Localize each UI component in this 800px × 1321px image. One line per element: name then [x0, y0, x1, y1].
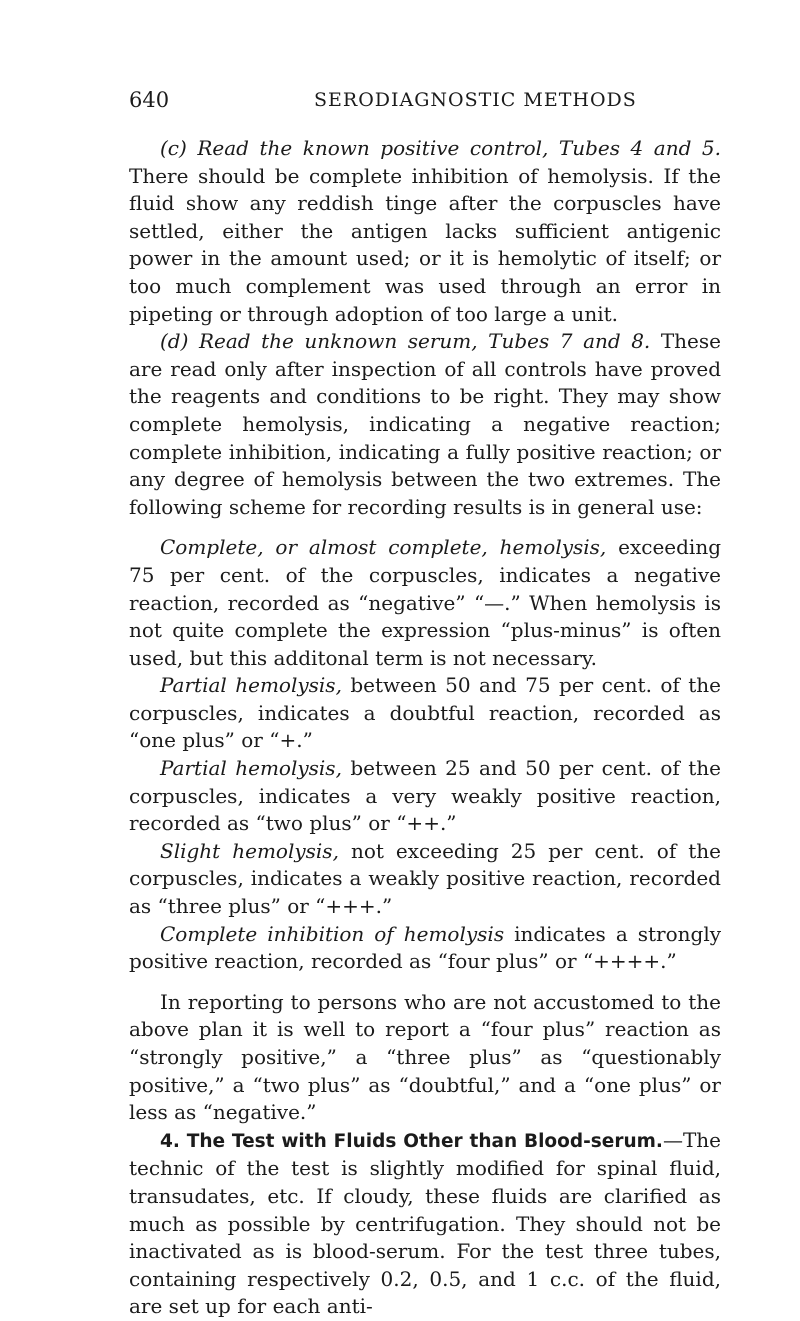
paragraph-c — [129, 135, 721, 328]
paragraph-text: between 50 and 75 per cent. of the corpuscles, indicates a doubtful reaction, recorded as “one plus” or “+.” — [129, 673, 721, 753]
paragraph-text: In reporting to persons who are not accustomed to the above plan it is well to report a “four plus” reaction as “strongly positive,” a “three plus” as “questionably positive,” a “two plus” as “doubtful,” and a “one plus” or less as “negative.” — [129, 989, 721, 1125]
paragraph-text: between 25 and 50 per cent. of the corpuscles, indicates a very weakly positive reaction, recorded as “two plus” or “++.” — [129, 756, 721, 836]
scheme-negative — [129, 534, 721, 672]
paragraph-label: (c) Read the known positive control, Tubes 4 and 5. — [160, 136, 721, 160]
paragraph-label: Slight hemolysis, — [160, 838, 339, 863]
paragraph-label: Complete, or almost complete, hemolysis, — [160, 535, 607, 560]
paragraph-text: indicates a strongly positive reaction, recorded as “four plus” or “++++.” — [129, 921, 722, 974]
paragraph-label: Partial hemolysis, — [160, 756, 342, 781]
paragraph-text: exceeding 75 per cent. of the corpuscles, indicates a negative reaction, recorded as “negative” “—.” When hemolysis is not quite complete the expression “plus-minus” is often used, but this additonal term is not necessary. — [129, 535, 721, 670]
reporting-paragraph — [129, 989, 721, 1127]
paragraph-d — [129, 328, 721, 521]
body-text — [129, 135, 721, 1321]
paragraph-label: Complete inhibition of hemolysis — [160, 921, 505, 946]
page-header — [129, 88, 717, 112]
scheme-three-plus — [129, 838, 721, 921]
section-4-paragraph — [129, 1127, 721, 1321]
paragraph-label: (d) Read the unknown serum, Tubes 7 and 8. — [160, 329, 651, 354]
paragraph-text: There should be complete inhibition of hemolysis. If the fluid show any reddish tinge after the corpuscles have settled, either the antigen lacks sufficient antigenic power in the amount used; or it is hemolytic of itself; or too much complement was used through an error in pipeting or through adoption of too large a unit. — [129, 163, 721, 326]
section-heading: 4. The Test with Fluids Other than Blood-serum. — [160, 1130, 663, 1152]
scheme-two-plus — [129, 755, 721, 838]
running-head: SERODIAGNOSTIC METHODS — [314, 89, 637, 111]
scheme-one-plus — [129, 672, 721, 755]
paragraph-text: —The technic of the test is slightly modified for spinal fluid, transudates, etc. If cloudy, these fluids are clarified as much as possible by centrifugation. They should not be inactivated as is blood-serum. For the test three tubes, containing respectively 0.2, 0.5, and 1 c.c. of the fluid, are set up for each anti- — [129, 1127, 721, 1319]
paragraph-text: not exceeding 25 per cent. of the corpuscles, indicates a weakly positive reaction, recorded as “three plus” or “+++.” — [129, 838, 721, 919]
page-number: 640 — [129, 88, 170, 112]
paragraph-text: These are read only after inspection of all controls have proved the reagents and conditions to be right. They may show complete hemolysis, indicating a negative reaction; complete inhibition, indicating a fully positive reaction; or any degree of hemolysis between the two extremes. The following scheme for recording results is in general use: — [129, 329, 721, 519]
scheme-four-plus — [129, 921, 721, 976]
paragraph-label: Partial hemolysis, — [160, 673, 342, 698]
